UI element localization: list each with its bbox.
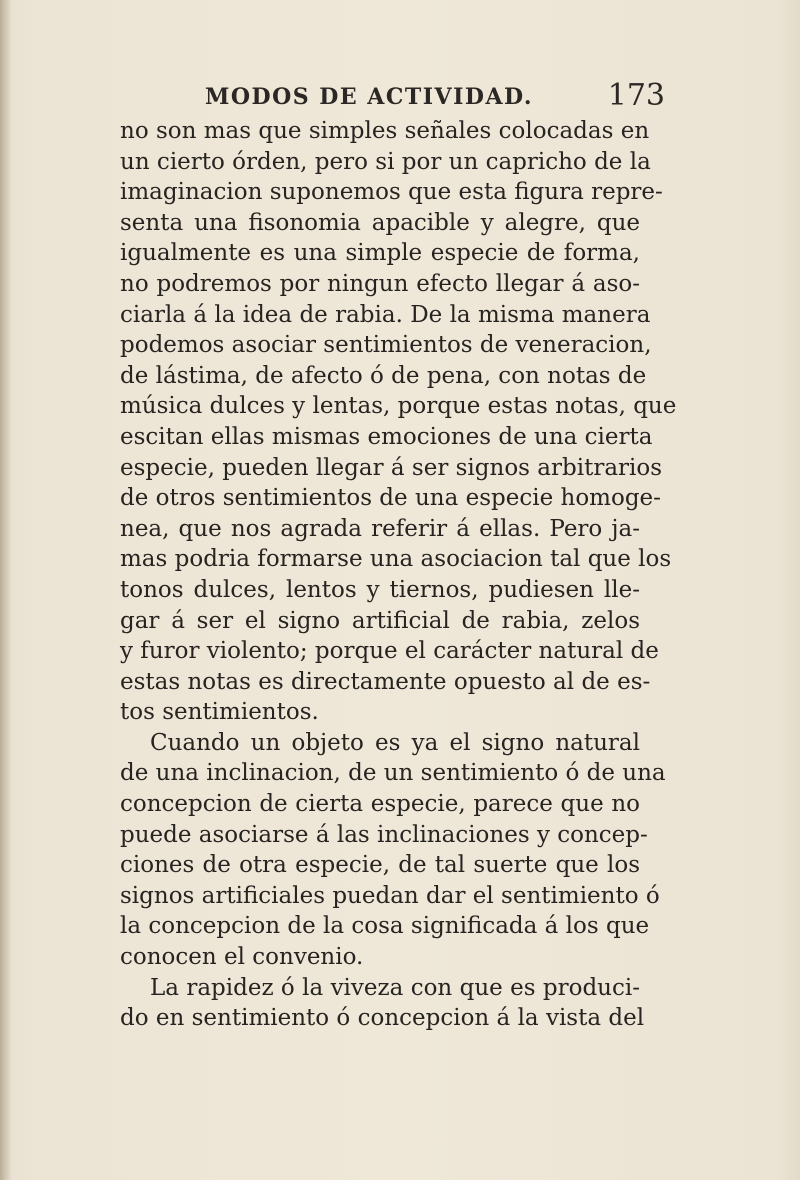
text-line: no podremos por ningun efecto llegar á aso- <box>120 270 640 297</box>
text-line: igualmente es una simple especie de forma, <box>120 240 640 267</box>
text-line: imaginacion suponemos que esta figura repre- <box>120 179 663 206</box>
page-gutter-shadow <box>0 0 12 1180</box>
text-line: de otros sentimientos de una especie homoge- <box>120 485 661 512</box>
text-line: concepcion de cierta especie, parece que no <box>120 791 640 818</box>
text-line: especie, pueden llegar á ser signos arbitrarios <box>120 454 663 481</box>
text-line: un cierto órden, pero si por un capricho de la <box>120 148 651 175</box>
text-line: estas notas es directamente opuesto al de es- <box>120 668 651 695</box>
text-line: signos artificiales puedan dar el sentimiento ó <box>120 882 660 909</box>
text-line: tonos dulces, lentos y tiernos, pudiesen lle- <box>120 576 640 603</box>
text-line: ciarla á la idea de rabia. De la misma manera <box>120 301 651 328</box>
text-line: de lástima, de afecto ó de pena, con notas de <box>120 362 647 389</box>
text-line: nea, que nos agrada referir á ellas. Pero ja- <box>120 515 640 542</box>
text-line: puede asociarse á las inclinaciones y concep- <box>120 821 648 848</box>
text-line-paragraph-start: Cuando un objeto es ya el signo natural <box>150 729 640 756</box>
page-header <box>205 78 665 118</box>
text-line: podemos asociar sentimientos de veneracion, <box>120 332 652 359</box>
text-line: do en sentimiento ó concepcion á la vista del <box>120 1005 645 1032</box>
text-line: música dulces y lentas, porque estas notas, que <box>120 393 677 420</box>
text-line: conocen el convenio. <box>120 944 364 971</box>
text-line: tos sentimientos. <box>120 699 319 726</box>
text-line: de una inclinacion, de un sentimiento ó de una <box>120 760 666 787</box>
running-head: MODOS DE ACTIVIDAD. <box>205 84 534 110</box>
text-line: senta una fisonomia apacible y alegre, que <box>120 209 640 236</box>
text-line: y furor violento; porque el carácter natural de <box>120 638 659 665</box>
page-number: 173 <box>607 78 665 113</box>
text-line: mas podria formarse una asociacion tal que los <box>120 546 672 573</box>
text-line: gar á ser el signo artificial de rabia, zelos <box>120 607 640 634</box>
text-line: ciones de otra especie, de tal suerte que los <box>120 852 640 879</box>
text-line: la concepcion de la cosa significada á los que <box>120 913 650 940</box>
text-line: escitan ellas mismas emociones de una cierta <box>120 423 653 450</box>
body-text <box>120 116 677 1034</box>
text-line: no son mas que simples señales colocadas en <box>120 118 650 144</box>
text-line-paragraph-start: La rapidez ó la viveza con que es produci- <box>150 974 640 1001</box>
